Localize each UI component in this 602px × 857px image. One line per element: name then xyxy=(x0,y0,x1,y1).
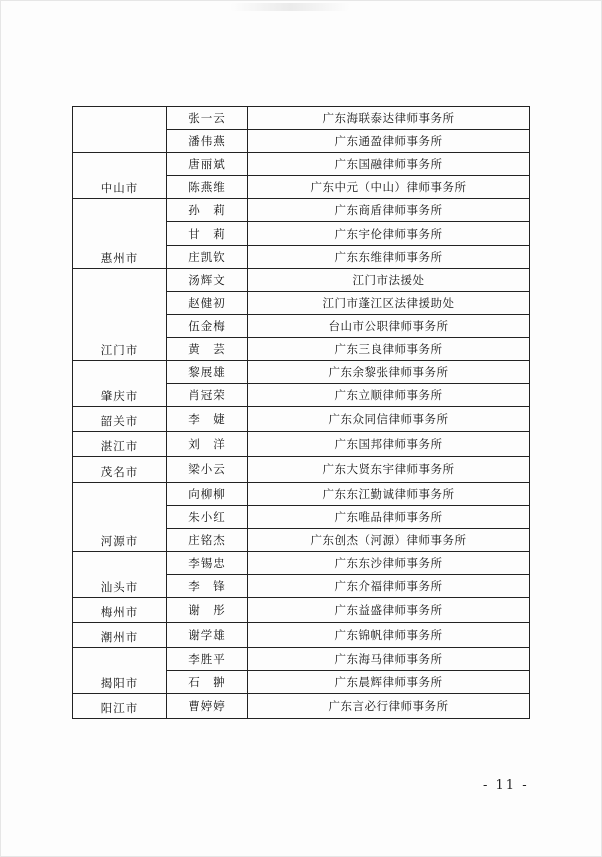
city-cell: 肇庆市 xyxy=(73,361,167,407)
law-firm-cell: 广东唯品律师事务所 xyxy=(248,505,530,528)
lawyer-name-cell: 庄铭杰 xyxy=(167,528,248,551)
roster-body xyxy=(73,107,530,719)
law-firm-cell: 广东创杰（河源）律师事务所 xyxy=(248,528,530,551)
table-row xyxy=(73,361,530,384)
city-cell xyxy=(73,107,167,153)
lawyer-name-cell: 赵健初 xyxy=(167,291,248,314)
city-cell: 中山市 xyxy=(73,153,167,199)
city-cell: 惠州市 xyxy=(73,199,167,268)
law-firm-cell: 广东众同信律师事务所 xyxy=(248,407,530,432)
lawyer-name-cell: 曹婷婷 xyxy=(167,694,248,719)
law-firm-cell: 广东晨辉律师事务所 xyxy=(248,671,530,694)
lawyer-name-cell: 梁小云 xyxy=(167,457,248,482)
law-firm-cell: 广东益盛律师事务所 xyxy=(248,597,530,622)
lawyer-name-cell: 庄凯钦 xyxy=(167,245,248,268)
lawyer-name-cell: 汤辉文 xyxy=(167,268,248,291)
table-row xyxy=(73,623,530,648)
city-cell: 茂名市 xyxy=(73,457,167,482)
law-firm-cell: 江门市蓬江区法律援助处 xyxy=(248,291,530,314)
city-cell: 韶关市 xyxy=(73,407,167,432)
lawyer-name-cell: 李 婕 xyxy=(167,407,248,432)
lawyer-name-cell: 张一云 xyxy=(167,107,248,130)
lawyer-name-cell: 李锡忠 xyxy=(167,551,248,574)
law-firm-cell: 广东立顺律师事务所 xyxy=(248,384,530,407)
lawyer-name-cell: 黎展雄 xyxy=(167,361,248,384)
lawyer-name-cell: 谢学雄 xyxy=(167,623,248,648)
lawyer-name-cell: 谢 彤 xyxy=(167,597,248,622)
city-cell: 揭阳市 xyxy=(73,648,167,694)
table-row xyxy=(73,407,530,432)
law-firm-cell: 广东东江勤诚律师事务所 xyxy=(248,482,530,505)
law-firm-cell: 广东国邦律师事务所 xyxy=(248,432,530,457)
table-row xyxy=(73,551,530,574)
lawyer-roster-table xyxy=(72,106,530,719)
law-firm-cell: 广东国融律师事务所 xyxy=(248,153,530,176)
lawyer-name-cell: 石 翀 xyxy=(167,671,248,694)
table-row xyxy=(73,199,530,222)
lawyer-name-cell: 甘 莉 xyxy=(167,222,248,245)
city-cell: 湛江市 xyxy=(73,432,167,457)
lawyer-name-cell: 黄 芸 xyxy=(167,337,248,360)
lawyer-name-cell: 潘伟燕 xyxy=(167,130,248,153)
city-cell: 潮州市 xyxy=(73,623,167,648)
city-cell: 河源市 xyxy=(73,482,167,551)
law-firm-cell: 广东东沙律师事务所 xyxy=(248,551,530,574)
lawyer-name-cell: 伍金梅 xyxy=(167,314,248,337)
lawyer-name-cell: 李 锋 xyxy=(167,574,248,597)
law-firm-cell: 广东介福律师事务所 xyxy=(248,574,530,597)
table-row xyxy=(73,268,530,291)
scan-smudge xyxy=(230,3,350,11)
city-cell: 阳江市 xyxy=(73,694,167,719)
lawyer-name-cell: 向柳柳 xyxy=(167,482,248,505)
law-firm-cell: 广东大贤东宇律师事务所 xyxy=(248,457,530,482)
law-firm-cell: 广东东维律师事务所 xyxy=(248,245,530,268)
lawyer-name-cell: 李胜平 xyxy=(167,648,248,671)
law-firm-cell: 广东通盈律师事务所 xyxy=(248,130,530,153)
law-firm-cell: 广东宇伦律师事务所 xyxy=(248,222,530,245)
law-firm-cell: 广东商盾律师事务所 xyxy=(248,199,530,222)
city-cell: 梅州市 xyxy=(73,597,167,622)
law-firm-cell: 广东余黎张律师事务所 xyxy=(248,361,530,384)
table-row xyxy=(73,432,530,457)
table-row xyxy=(73,482,530,505)
table-row xyxy=(73,457,530,482)
city-cell: 江门市 xyxy=(73,268,167,360)
lawyer-name-cell: 孙 莉 xyxy=(167,199,248,222)
law-firm-cell: 广东言必行律师事务所 xyxy=(248,694,530,719)
table-row xyxy=(73,694,530,719)
table-row xyxy=(73,648,530,671)
law-firm-cell: 广东中元（中山）律师事务所 xyxy=(248,176,530,199)
law-firm-cell: 广东海联泰达律师事务所 xyxy=(248,107,530,130)
lawyer-name-cell: 陈燕维 xyxy=(167,176,248,199)
city-cell: 汕头市 xyxy=(73,551,167,597)
law-firm-cell: 广东锦帆律师事务所 xyxy=(248,623,530,648)
lawyer-name-cell: 唐丽斌 xyxy=(167,153,248,176)
law-firm-cell: 广东三良律师事务所 xyxy=(248,337,530,360)
lawyer-name-cell: 肖冠荣 xyxy=(167,384,248,407)
law-firm-cell: 广东海马律师事务所 xyxy=(248,648,530,671)
law-firm-cell: 台山市公职律师事务所 xyxy=(248,314,530,337)
table-row xyxy=(73,153,530,176)
table-row xyxy=(73,107,530,130)
lawyer-name-cell: 刘 洋 xyxy=(167,432,248,457)
page-number: - 11 - xyxy=(483,778,529,793)
law-firm-cell: 江门市法援处 xyxy=(248,268,530,291)
table-row xyxy=(73,597,530,622)
lawyer-name-cell: 朱小红 xyxy=(167,505,248,528)
